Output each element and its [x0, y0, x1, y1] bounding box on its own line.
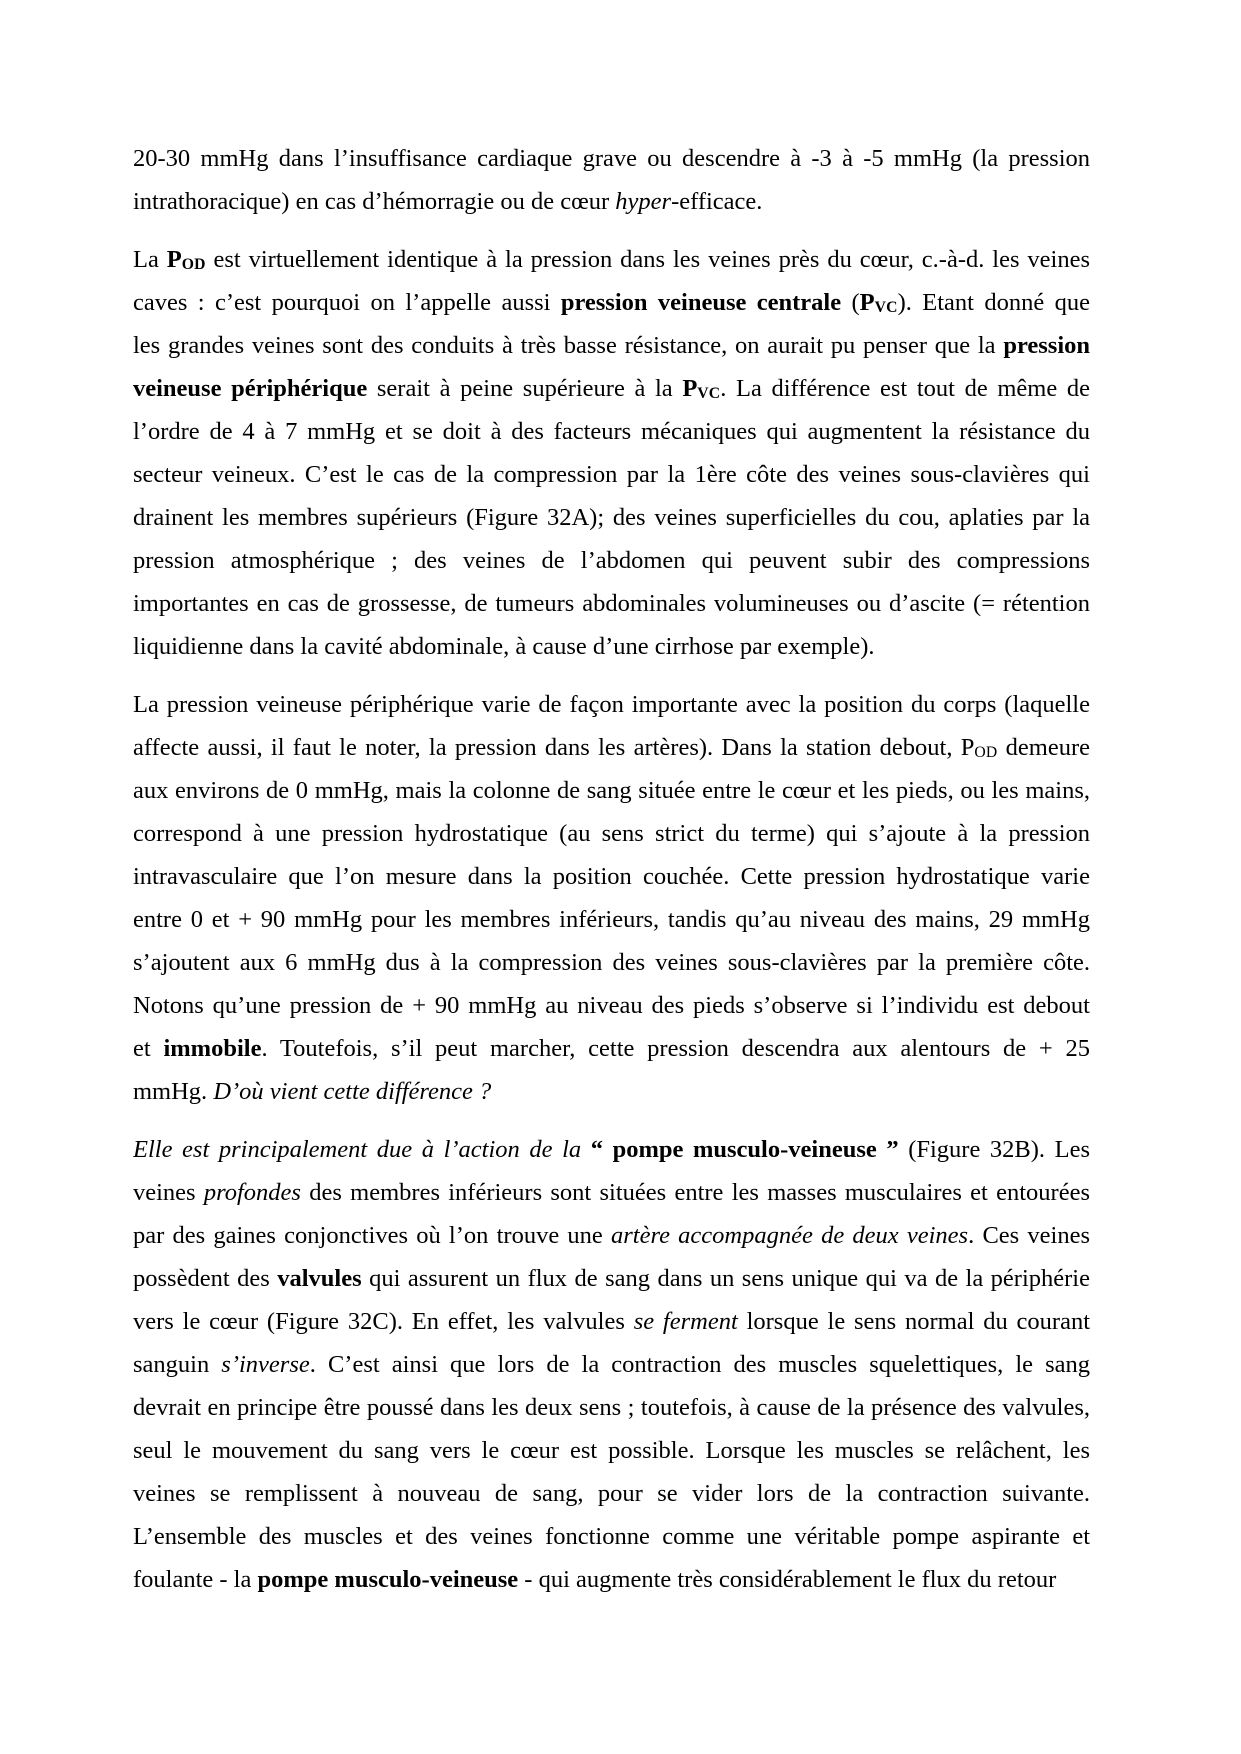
text-segment: l’ordre de 4 à 7 mmHg et se doit à des facteurs mécaniques qui augmentent la résistance du: [133, 418, 1090, 445]
text-segment-bold: P: [682, 375, 698, 402]
paragraph: [133, 1128, 1090, 1601]
text-segment: vers le cœur (Figure 32C). En effet, les valvules: [133, 1308, 634, 1335]
text-segment: et: [133, 1035, 164, 1062]
text-segment-italic: hyper: [615, 188, 672, 215]
text-segment: correspond à une pression hydrostatique (au sens strict du terme) qui s’ajoute à la pression: [133, 820, 1090, 847]
text-line: [133, 539, 1090, 582]
text-segment: entre 0 et + 90 mmHg pour les membres inférieurs, tandis qu’au niveau des mains, 29 mmHg: [133, 906, 1090, 933]
text-segment: lorsque le sens normal du courant: [737, 1308, 1090, 1335]
text-segment: veines: [133, 1179, 204, 1206]
text-line: [133, 1128, 1090, 1171]
text-segment: Notons qu’une pression de + 90 mmHg au niveau des pieds s’observe si l’individu est debout: [133, 992, 1090, 1019]
text-segment-bold: immobile: [163, 1035, 262, 1062]
text-segment: affecte aussi, il faut le noter, la pression dans les artères). Dans la station debout, P: [133, 734, 975, 761]
text-segment-bold: veineuse périphérique: [133, 375, 368, 402]
text-segment: caves : c’est pourquoi on l’appelle aussi: [133, 289, 561, 316]
text-line: [133, 1343, 1090, 1386]
text-segment-bold: “ pompe musculo-veineuse ”: [590, 1136, 899, 1163]
text-segment: sanguin: [133, 1351, 222, 1378]
text-line: [133, 453, 1090, 496]
text-line: [133, 1300, 1090, 1343]
text-segment-italic: s’inverse: [221, 1351, 310, 1378]
text-line: [133, 582, 1090, 625]
text-segment: (Figure 32B). Les: [898, 1136, 1090, 1163]
text-line: [133, 898, 1090, 941]
text-segment: L’ensemble des muscles et des veines fonctionne comme une véritable pompe aspirante et: [133, 1523, 1090, 1550]
text-line: [133, 1214, 1090, 1257]
text-segment: des membres inférieurs sont situées entre les masses musculaires et entourées: [300, 1179, 1090, 1206]
text-segment-italic: profondes: [203, 1179, 301, 1206]
text-line: [133, 984, 1090, 1027]
text-segment: 20-30 mmHg dans l’insuffisance cardiaque grave ou descendre à -3 à -5 mmHg (la pression: [133, 145, 1090, 172]
text-segment: foulante - la: [133, 1566, 258, 1593]
text-segment: La pression veineuse périphérique varie de façon importante avec la position du corps (laquelle: [133, 691, 1090, 718]
text-line: [133, 496, 1090, 539]
text-segment-bold: pression: [1003, 332, 1090, 359]
text-segment: La: [133, 246, 167, 273]
text-segment: ). Etant donné que: [897, 289, 1090, 316]
text-segment: liquidienne dans la cavité abdominale, à cause d’une cirrhose par exemple).: [133, 633, 875, 660]
text-segment: intravasculaire que l’on mesure dans la position couchée. Cette pression hydrostatique varie: [133, 863, 1090, 890]
text-line: [133, 281, 1090, 324]
text-segment: drainent les membres supérieurs (Figure 32A); des veines superficielles du cou, aplaties par la: [133, 504, 1090, 531]
text-line: [133, 726, 1090, 769]
text-segment: secteur veineux. C’est le cas de la compression par la 1ère côte des veines sous-clavières qui: [133, 461, 1090, 488]
text-segment: (: [841, 289, 860, 316]
text-line: [133, 1257, 1090, 1300]
text-segment-bold-subscript: OD: [181, 256, 206, 274]
text-line: [133, 1171, 1090, 1214]
text-segment-italic: se ferment: [633, 1308, 738, 1335]
text-line: [133, 1515, 1090, 1558]
text-segment: les grandes veines sont des conduits à très basse résistance, on aurait pu penser que la: [133, 332, 1004, 359]
text-segment: possèdent des: [133, 1265, 278, 1292]
text-line: [133, 683, 1090, 726]
text-line: [133, 1027, 1090, 1070]
text-segment-bold: pompe musculo-veineuse: [257, 1566, 519, 1593]
paragraph: [133, 683, 1090, 1113]
text-line: [133, 180, 1090, 223]
text-segment: . C’est ainsi que lors de la contraction des muscles squelettiques, le sang: [309, 1351, 1090, 1378]
text-line: [133, 1070, 1090, 1113]
text-segment: -efficace.: [671, 188, 763, 215]
text-line: [133, 812, 1090, 855]
text-segment-bold-subscript: VC: [697, 385, 721, 403]
text-segment: aux environs de 0 mmHg, mais la colonne de sang située entre le cœur et les pieds, ou les mains,: [133, 777, 1090, 804]
text-line: [133, 941, 1090, 984]
text-segment: intrathoracique) en cas d’hémorragie ou de cœur: [133, 188, 616, 215]
text-line: [133, 769, 1090, 812]
text-segment-italic: artère accompagnée de deux veines: [611, 1222, 969, 1249]
text-segment: s’ajoutent aux 6 mmHg dus à la compression des veines sous-clavières par la première côte.: [133, 949, 1090, 976]
text-segment-bold: pression veineuse centrale: [560, 289, 842, 316]
text-line: [133, 1429, 1090, 1472]
text-line: [133, 855, 1090, 898]
text-segment-bold: P: [859, 289, 875, 316]
text-segment: . Toutefois, s’il peut marcher, cette pression descendra aux alentours de + 25: [261, 1035, 1090, 1062]
text-segment: serait à peine supérieure à la: [367, 375, 683, 402]
paragraph: [133, 137, 1090, 223]
text-segment: pression atmosphérique ; des veines de l’abdomen qui peuvent subir des compressions: [133, 547, 1090, 574]
text-segment: est virtuellement identique à la pression dans les veines près du cœur, c.-à-d. les veines: [205, 246, 1090, 273]
text-segment-bold: P: [166, 246, 182, 273]
text-segment: par des gaines conjonctives où l’on trouve une: [133, 1222, 611, 1249]
text-segment: veines se remplissent à nouveau de sang, pour se vider lors de la contraction suivante.: [133, 1480, 1090, 1507]
text-segment: - qui augmente très considérablement le flux du retour: [518, 1566, 1057, 1593]
text-segment-subscript: OD: [974, 744, 998, 762]
text-line: [133, 1386, 1090, 1429]
text-segment: . La différence est tout de même de: [720, 375, 1090, 402]
text-line: [133, 410, 1090, 453]
text-segment-bold-subscript: VC: [874, 299, 898, 317]
text-line: [133, 137, 1090, 180]
text-line: [133, 324, 1090, 367]
text-segment: seul le mouvement du sang vers le cœur est possible. Lorsque les muscles se relâchent, les: [133, 1437, 1090, 1464]
text-line: [133, 625, 1090, 668]
text-line: [133, 1558, 1090, 1601]
text-line: [133, 367, 1090, 410]
text-segment: mmHg.: [133, 1078, 214, 1105]
text-line: [133, 1472, 1090, 1515]
text-segment-italic: Elle est principalement due à l’action de la: [133, 1136, 591, 1163]
text-segment: . Ces veines: [968, 1222, 1090, 1249]
text-segment-italic: D’où vient cette différence ?: [213, 1078, 492, 1105]
text-segment: importantes en cas de grossesse, de tumeurs abdominales volumineuses ou d’ascite (= rétention: [133, 590, 1090, 617]
text-segment: qui assurent un flux de sang dans un sens unique qui va de la périphérie: [361, 1265, 1090, 1292]
text-segment: devrait en principe être poussé dans les deux sens ; toutefois, à cause de la présence des valvules,: [133, 1394, 1090, 1421]
text-segment: demeure: [997, 734, 1090, 761]
text-line: [133, 238, 1090, 281]
paragraph: [133, 238, 1090, 668]
document-body: [133, 137, 1090, 1601]
text-segment-bold: valvules: [277, 1265, 362, 1292]
